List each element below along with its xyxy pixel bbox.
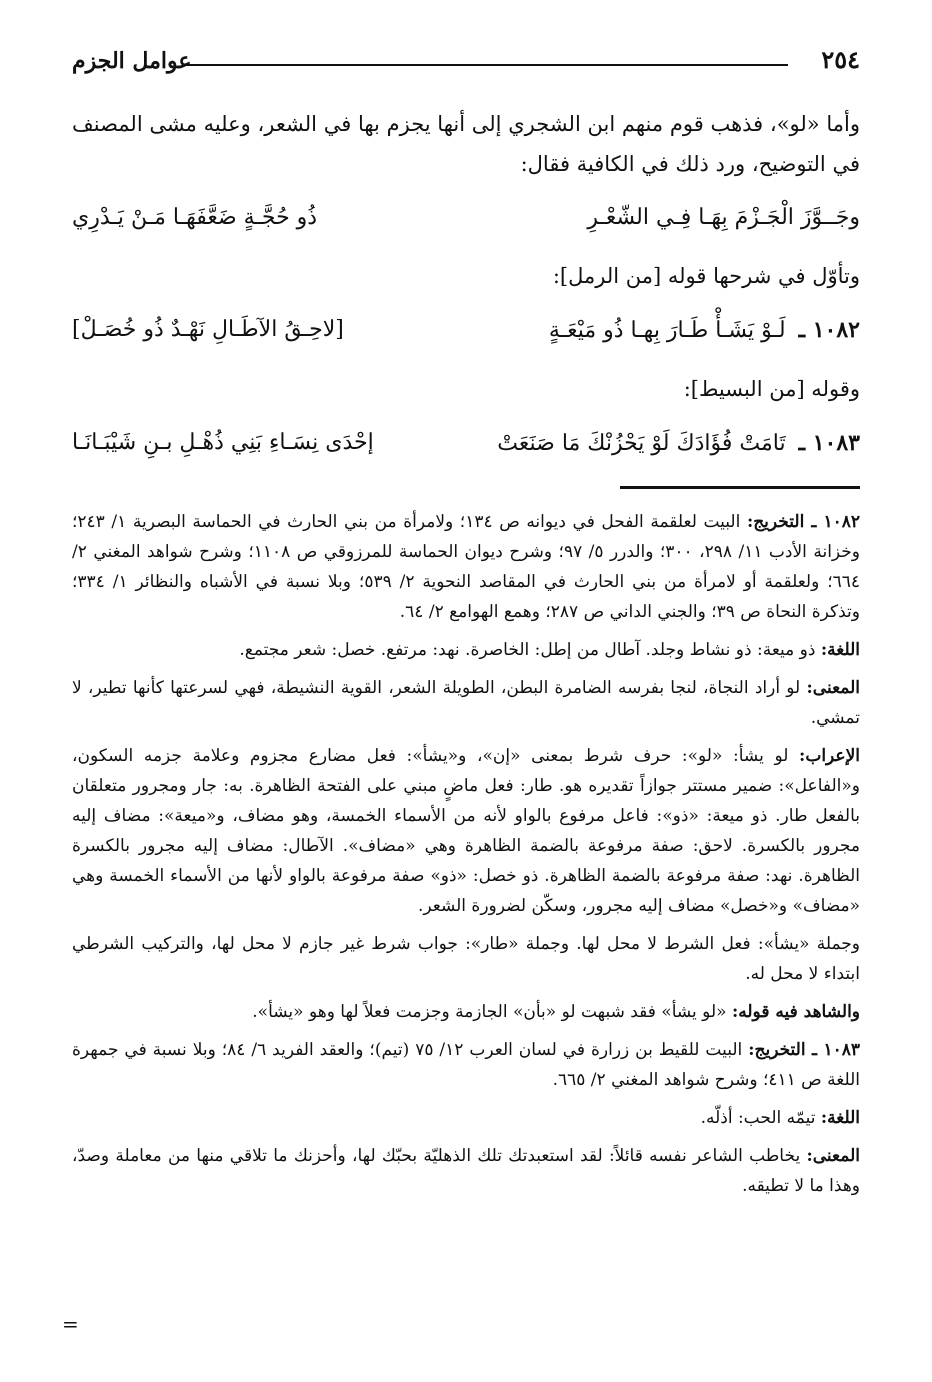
verse-number: ١٠٨٣ ـ [798, 430, 860, 456]
footnotes [72, 507, 860, 1201]
footnote-label: ١٠٨٢ ـ التخريج: [746, 512, 861, 532]
verse-line [72, 198, 860, 238]
footnote-text: لو أراد النجاة، لنجا بفرسه الضامرة البطن، الطويلة الشعر، القوية النشيطة، فهي لسرعتها كأنها تطير، لا تمشي. [72, 678, 860, 728]
paragraph: وأما «لو»، فذهب قوم منهم ابن الشجري إلى أنها يجزم بها في الشعر، وعليه مشى المصنف في التوضيح، ورد ذلك في الكافية فقال: [72, 112, 860, 176]
footnote-text: البيت لعلقمة الفحل في ديوانه ص ١٣٤؛ ولامرأة من بني الحارث في الحماسة البصرية ١/ ٢٤٣؛ وخزانة الأدب ١١/ ٢٩٨، ٣٠٠؛ والدرر ٥/ ٩٧؛ وشرح ديوان الحماسة للمرزوقي ص ١١٠٨؛ وشرح شواهد المغني ٢/ ٦٦٤؛ ولعلقمة أو لامرأة من بني الحارث في المقاصد النحوية ٢/ ٥٣٩؛ وبلا نسبة في الأشباه والنظائر ١/ ٣٣٤؛ وتذكرة النحاة ص ٣٩؛ والجني الداني ص ٢٨٧؛ وهمع الهوامع ٢/ ٦٤. [72, 512, 861, 622]
verse-text: لَـوْ يَشَـأْ طَـارَ بِهـا ذُو مَيْعَـةٍ [548, 318, 786, 343]
header-rule [184, 64, 788, 66]
margin-mark: = [62, 1312, 79, 1336]
footnote [72, 1035, 860, 1095]
footnote [72, 1141, 860, 1201]
verse-number: ١٠٨٢ ـ [798, 317, 860, 343]
footnote-text: «لو يشأ» فقد شبهت لو «بأن» الجازمة وجزمت فعلاً لها وهو «يشأ». [252, 1002, 727, 1022]
footnote [72, 635, 860, 665]
footnote-text: ذو ميعة: ذو نشاط وجلد. آطال من إطل: الخاصرة. نهد: مرتفع. خصل: شعر مجتمع. [239, 640, 816, 660]
verse-intro: وتأوّل في شرحها قوله [من الرمل]: [552, 264, 860, 288]
running-title: عوامل الجزم [72, 48, 192, 74]
verse-second-hemistich: [لاحِـقُ الآطَـالِ نَهْـدٌ ذُو خُصَـلْ] [72, 317, 344, 342]
footnote [72, 929, 860, 989]
footnote-text: وجملة «يشأ»: فعل الشرط لا محل لها. وجملة «طار»: جواب شرط غير جازم لا محل لها، والتركيب الشرطي ابتداء لا محل له. [72, 934, 860, 984]
footnote-separator [620, 486, 860, 489]
footnote-label: والشاهد فيه قوله: [731, 1002, 860, 1022]
footnote [72, 507, 860, 627]
verse-second-hemistich: إحْدَى نِسَـاءِ بَنِي ذُهْـلِ بـنِ شَيْبَـانَـا [72, 430, 374, 455]
footnote-label: المعنى: [806, 1146, 860, 1166]
verse-line [72, 310, 860, 351]
page-number: ٢٥٤ [821, 45, 860, 74]
footnote-text: البيت للقيط بن زرارة في لسان العرب ١٢/ ٧٥ (تيم)؛ والعقد الفريد ٦/ ٨٤؛ وبلا نسبة في جمهرة اللغة ص ٤١١؛ وشرح شواهد المغني ٢/ ٦٦٥. [72, 1040, 860, 1090]
verse-first-hemistich [497, 423, 860, 464]
footnote-label: الإعراب: [799, 746, 860, 766]
footnote [72, 1103, 860, 1133]
footnote [72, 741, 860, 921]
footnote-text: يخاطب الشاعر نفسه قائلاً: لقد استعبدتك تلك الذهليّة بحبّك لها، وأحزنك ما تلاقي منها من معاملة وصدّ، وهذا ما لا تطيقه. [72, 1146, 860, 1196]
footnote [72, 673, 860, 733]
footnote-label: اللغة: [820, 1108, 860, 1128]
page-header [72, 40, 860, 76]
footnote [72, 997, 860, 1027]
footnote-label: ١٠٨٣ ـ التخريج: [748, 1040, 861, 1060]
verse-line [72, 423, 860, 464]
verse-first-hemistich: وجَــوَّزَ الْجَـزْمَ بِهَـا فِـي الشّعْـرِ [587, 205, 860, 230]
footnote-label: اللغة: [820, 640, 860, 660]
verse-first-hemistich [549, 310, 860, 351]
footnote-text: لو يشأ: «لو»: حرف شرط بمعنى «إن»، و«يشأ»: فعل مضارع مجزوم وعلامة جزمه السكون، و«الفاعل»: ضمير مستتر جوازاً تقديره هو. طار: فعل ماضٍ مبني على الفتحة الظاهرة. به: جار ومجرور متعلقان بالفعل طار. ذو ميعة: «ذو»: فاعل مرفوع بالواو لأنه من الأسماء الخمسة، وهو مضاف، و«ميعة»: مضاف إليه مجرور بالكسرة. لاحق: صفة مرفوعة بالضمة الظاهرة وهي «مضاف». الآطال: مضاف إليه مجرور بالكسرة الظاهرة. نهد: صفة مرفوعة بالضمة الظاهرة. ذو خصل: «ذو» صفة مرفوعة بالواو لأنها من الأسماء الخمسة وهي «مضاف» و«خصل» مضاف إليه مجرور، وسكّن لضرورة الشعر. [72, 746, 860, 916]
page [72, 40, 860, 1342]
main-text [72, 104, 860, 464]
verse-second-hemistich: ذُو حُجَّـةٍ ضَعَّفَهَـا مَـنْ يَـدْرِي [72, 205, 318, 230]
verse-intro: وقوله [من البسيط]: [683, 377, 860, 401]
footnote-label: المعنى: [806, 678, 861, 698]
footnote-text: تيمّه الحب: أذلّه. [700, 1108, 816, 1128]
verse-text: تَامَتْ فُؤَادَكَ لَوْ يَحْزُنْكَ مَا صَنَعَتْ [497, 431, 786, 456]
